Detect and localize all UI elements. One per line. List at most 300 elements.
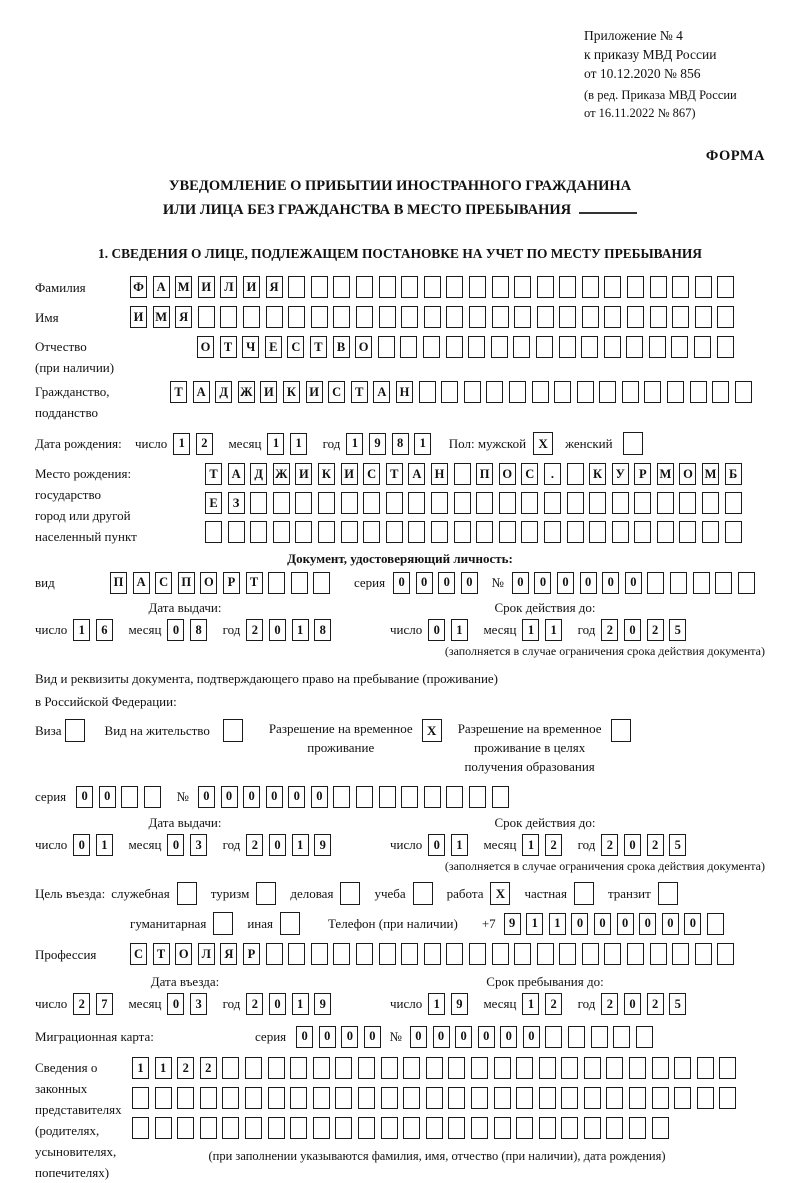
char-cell[interactable] [426,1087,443,1109]
char-cell[interactable] [426,1117,443,1139]
char-cell[interactable] [672,943,689,965]
char-cell[interactable] [198,306,215,328]
char-cell[interactable] [492,786,509,808]
char-cell[interactable]: 0 [428,834,445,856]
doc-issue-year-cells[interactable] [246,619,336,641]
char-cell[interactable] [386,521,403,543]
char-cell[interactable]: Т [310,336,327,358]
char-cell[interactable]: 0 [580,572,597,594]
char-cell[interactable] [725,492,742,514]
char-cell[interactable] [634,492,651,514]
char-cell[interactable] [381,1057,398,1079]
char-cell[interactable]: 7 [96,993,113,1015]
char-cell[interactable] [290,1057,307,1079]
char-cell[interactable]: 0 [243,786,260,808]
char-cell[interactable]: 2 [246,619,263,641]
birthplace-row-3[interactable] [205,521,747,543]
char-cell[interactable] [426,1057,443,1079]
char-cell[interactable] [222,1057,239,1079]
char-cell[interactable] [539,1057,556,1079]
char-cell[interactable] [273,521,290,543]
visa-checkbox[interactable] [65,719,85,742]
char-cell[interactable] [584,1087,601,1109]
char-cell[interactable] [363,521,380,543]
purpose-private-checkbox[interactable] [574,882,594,905]
residence-permit-checkbox[interactable] [223,719,243,742]
given-name-cells[interactable] [130,306,740,328]
char-cell[interactable]: 0 [167,834,184,856]
char-cell[interactable]: 0 [266,786,283,808]
char-cell[interactable] [268,1057,285,1079]
temp-edu-checkbox[interactable] [611,719,631,742]
char-cell[interactable] [313,1117,330,1139]
char-cell[interactable]: 0 [534,572,551,594]
char-cell[interactable]: Т [153,943,170,965]
char-cell[interactable] [401,306,418,328]
char-cell[interactable] [693,572,710,594]
char-cell[interactable] [545,1026,562,1048]
char-cell[interactable]: Е [205,492,222,514]
char-cell[interactable]: 9 [451,993,468,1015]
char-cell[interactable] [268,1087,285,1109]
char-cell[interactable]: 0 [625,572,642,594]
char-cell[interactable]: 1 [267,433,284,455]
char-cell[interactable] [589,492,606,514]
doc-type-cells[interactable] [110,572,336,594]
char-cell[interactable]: 0 [571,913,588,935]
char-cell[interactable] [431,521,448,543]
char-cell[interactable]: 5 [669,834,686,856]
char-cell[interactable] [544,521,561,543]
char-cell[interactable] [725,521,742,543]
char-cell[interactable] [652,1087,669,1109]
char-cell[interactable] [537,943,554,965]
permit-issue-day-cells[interactable] [73,834,118,856]
char-cell[interactable] [514,306,531,328]
char-cell[interactable] [626,336,643,358]
char-cell[interactable] [606,1117,623,1139]
permit-series-cells[interactable] [76,786,166,808]
char-cell[interactable]: И [295,463,312,485]
purpose-work-checkbox[interactable]: X [490,882,510,905]
permit-issue-year-cells[interactable] [246,834,336,856]
char-cell[interactable]: 2 [647,619,664,641]
char-cell[interactable]: Ж [238,381,255,403]
char-cell[interactable]: 1 [73,619,90,641]
permit-valid-day-cells[interactable] [428,834,473,856]
char-cell[interactable]: 0 [594,913,611,935]
char-cell[interactable] [245,1117,262,1139]
char-cell[interactable] [516,1057,533,1079]
char-cell[interactable]: А [228,463,245,485]
char-cell[interactable] [606,1087,623,1109]
char-cell[interactable]: Т [386,463,403,485]
char-cell[interactable]: 1 [96,834,113,856]
char-cell[interactable] [403,1087,420,1109]
char-cell[interactable] [627,276,644,298]
stay-day-cells[interactable] [428,993,473,1015]
char-cell[interactable] [606,1057,623,1079]
char-cell[interactable] [446,276,463,298]
char-cell[interactable]: М [153,306,170,328]
char-cell[interactable] [697,1087,714,1109]
char-cell[interactable] [649,336,666,358]
char-cell[interactable]: Ж [273,463,290,485]
char-cell[interactable] [532,381,549,403]
purpose-commercial-checkbox[interactable] [340,882,360,905]
char-cell[interactable] [295,492,312,514]
char-cell[interactable]: И [306,381,323,403]
char-cell[interactable] [356,786,373,808]
char-cell[interactable] [717,276,734,298]
citizenship-cells[interactable] [170,381,757,403]
mk-series-cells[interactable] [296,1026,386,1048]
char-cell[interactable] [468,336,485,358]
permit-valid-year-cells[interactable] [601,834,691,856]
permit-valid-month-cells[interactable] [522,834,567,856]
birth-year-cells[interactable] [346,433,436,455]
char-cell[interactable]: 0 [428,619,445,641]
char-cell[interactable] [446,786,463,808]
char-cell[interactable] [250,492,267,514]
char-cell[interactable] [513,336,530,358]
char-cell[interactable] [155,1117,172,1139]
char-cell[interactable] [295,521,312,543]
char-cell[interactable] [476,521,493,543]
doc-issue-month-cells[interactable] [167,619,212,641]
char-cell[interactable]: 1 [451,834,468,856]
char-cell[interactable]: М [175,276,192,298]
char-cell[interactable] [667,381,684,403]
char-cell[interactable]: 5 [669,619,686,641]
char-cell[interactable] [446,336,463,358]
char-cell[interactable] [335,1057,352,1079]
char-cell[interactable] [492,943,509,965]
char-cell[interactable] [401,786,418,808]
char-cell[interactable] [358,1087,375,1109]
char-cell[interactable] [358,1117,375,1139]
char-cell[interactable] [205,521,222,543]
char-cell[interactable] [521,492,538,514]
char-cell[interactable]: 0 [341,1026,358,1048]
char-cell[interactable]: П [476,463,493,485]
char-cell[interactable] [250,521,267,543]
char-cell[interactable]: Я [266,276,283,298]
char-cell[interactable] [627,306,644,328]
char-cell[interactable] [318,492,335,514]
char-cell[interactable] [491,336,508,358]
char-cell[interactable] [335,1087,352,1109]
char-cell[interactable]: 0 [76,786,93,808]
char-cell[interactable] [604,943,621,965]
char-cell[interactable] [121,786,138,808]
char-cell[interactable] [311,306,328,328]
char-cell[interactable] [379,306,396,328]
sex-male-checkbox[interactable]: X [533,432,553,455]
char-cell[interactable]: 0 [461,572,478,594]
char-cell[interactable]: Д [250,463,267,485]
char-cell[interactable] [471,1087,488,1109]
char-cell[interactable] [424,786,441,808]
char-cell[interactable]: 0 [311,786,328,808]
char-cell[interactable] [313,1057,330,1079]
char-cell[interactable] [311,276,328,298]
char-cell[interactable] [454,521,471,543]
char-cell[interactable] [155,1087,172,1109]
char-cell[interactable] [381,1087,398,1109]
char-cell[interactable]: 9 [504,913,521,935]
doc-valid-day-cells[interactable] [428,619,473,641]
sex-female-checkbox[interactable] [623,432,643,455]
char-cell[interactable] [363,492,380,514]
char-cell[interactable] [695,943,712,965]
char-cell[interactable] [290,1117,307,1139]
char-cell[interactable] [514,943,531,965]
char-cell[interactable] [222,1087,239,1109]
char-cell[interactable] [448,1087,465,1109]
permit-issue-month-cells[interactable] [167,834,212,856]
char-cell[interactable] [634,521,651,543]
char-cell[interactable]: 2 [545,834,562,856]
char-cell[interactable] [612,492,629,514]
char-cell[interactable] [650,306,667,328]
char-cell[interactable] [243,306,260,328]
char-cell[interactable] [559,306,576,328]
char-cell[interactable] [335,1117,352,1139]
char-cell[interactable]: О [197,336,214,358]
char-cell[interactable] [494,1057,511,1079]
char-cell[interactable] [561,1057,578,1079]
char-cell[interactable]: 0 [617,913,634,935]
representatives-row-1[interactable] [132,1057,742,1079]
char-cell[interactable]: 2 [647,834,664,856]
char-cell[interactable] [228,521,245,543]
char-cell[interactable] [644,381,661,403]
char-cell[interactable]: 0 [269,993,286,1015]
char-cell[interactable] [424,943,441,965]
char-cell[interactable]: 0 [624,619,641,641]
char-cell[interactable] [717,306,734,328]
doc-valid-year-cells[interactable] [601,619,691,641]
char-cell[interactable] [288,943,305,965]
char-cell[interactable]: А [408,463,425,485]
doc-series-cells[interactable] [393,572,483,594]
char-cell[interactable] [492,306,509,328]
char-cell[interactable] [671,336,688,358]
char-cell[interactable] [408,492,425,514]
char-cell[interactable] [695,306,712,328]
char-cell[interactable] [448,1117,465,1139]
char-cell[interactable]: 0 [624,834,641,856]
char-cell[interactable] [401,276,418,298]
char-cell[interactable] [464,381,481,403]
char-cell[interactable]: 1 [451,619,468,641]
char-cell[interactable]: 0 [478,1026,495,1048]
char-cell[interactable]: 0 [73,834,90,856]
char-cell[interactable] [559,276,576,298]
char-cell[interactable] [290,1087,307,1109]
char-cell[interactable]: Е [265,336,282,358]
char-cell[interactable] [690,381,707,403]
char-cell[interactable] [537,306,554,328]
char-cell[interactable] [697,1057,714,1079]
char-cell[interactable]: 3 [190,993,207,1015]
char-cell[interactable]: Я [220,943,237,965]
char-cell[interactable]: 2 [200,1057,217,1079]
char-cell[interactable] [622,381,639,403]
char-cell[interactable] [629,1057,646,1079]
char-cell[interactable] [266,943,283,965]
char-cell[interactable]: П [178,572,195,594]
char-cell[interactable]: 8 [190,619,207,641]
char-cell[interactable]: 1 [522,993,539,1015]
char-cell[interactable] [627,943,644,965]
char-cell[interactable]: Р [243,943,260,965]
purpose-transit-checkbox[interactable] [658,882,678,905]
char-cell[interactable]: 1 [522,834,539,856]
char-cell[interactable]: Т [220,336,237,358]
char-cell[interactable] [245,1087,262,1109]
char-cell[interactable] [702,521,719,543]
char-cell[interactable]: Т [351,381,368,403]
char-cell[interactable]: О [200,572,217,594]
char-cell[interactable] [471,1057,488,1079]
char-cell[interactable] [584,1117,601,1139]
char-cell[interactable] [268,572,285,594]
char-cell[interactable]: 1 [132,1057,149,1079]
char-cell[interactable]: 0 [433,1026,450,1048]
char-cell[interactable]: 8 [314,619,331,641]
char-cell[interactable]: 0 [684,913,701,935]
char-cell[interactable] [356,306,373,328]
char-cell[interactable]: 1 [549,913,566,935]
char-cell[interactable] [719,1087,736,1109]
char-cell[interactable] [494,1117,511,1139]
char-cell[interactable] [454,492,471,514]
char-cell[interactable] [567,521,584,543]
char-cell[interactable]: Н [431,463,448,485]
char-cell[interactable] [379,276,396,298]
char-cell[interactable]: Т [246,572,263,594]
char-cell[interactable] [341,492,358,514]
stay-month-cells[interactable] [522,993,567,1015]
char-cell[interactable] [657,521,674,543]
char-cell[interactable] [144,786,161,808]
char-cell[interactable] [567,463,584,485]
char-cell[interactable]: О [679,463,696,485]
char-cell[interactable]: И [341,463,358,485]
purpose-business-checkbox[interactable] [177,882,197,905]
char-cell[interactable]: О [355,336,372,358]
char-cell[interactable] [200,1117,217,1139]
char-cell[interactable]: Р [223,572,240,594]
char-cell[interactable]: 0 [167,619,184,641]
char-cell[interactable]: 9 [314,993,331,1015]
char-cell[interactable] [554,381,571,403]
char-cell[interactable] [604,276,621,298]
char-cell[interactable]: 2 [246,834,263,856]
char-cell[interactable]: 0 [639,913,656,935]
char-cell[interactable] [589,521,606,543]
char-cell[interactable]: Р [634,463,651,485]
char-cell[interactable] [521,521,538,543]
char-cell[interactable] [672,306,689,328]
char-cell[interactable] [273,492,290,514]
permit-number-cells[interactable] [198,786,514,808]
char-cell[interactable]: Я [175,306,192,328]
char-cell[interactable]: 5 [669,993,686,1015]
char-cell[interactable]: А [193,381,210,403]
char-cell[interactable] [612,521,629,543]
entry-year-cells[interactable] [246,993,336,1015]
char-cell[interactable]: 0 [269,834,286,856]
char-cell[interactable] [401,943,418,965]
char-cell[interactable] [268,1117,285,1139]
char-cell[interactable]: В [333,336,350,358]
char-cell[interactable]: 2 [601,619,618,641]
char-cell[interactable] [424,276,441,298]
char-cell[interactable] [446,943,463,965]
char-cell[interactable] [431,492,448,514]
char-cell[interactable]: 2 [647,993,664,1015]
char-cell[interactable] [499,521,516,543]
char-cell[interactable]: 0 [198,786,215,808]
char-cell[interactable] [539,1087,556,1109]
char-cell[interactable] [636,1026,653,1048]
char-cell[interactable] [313,1087,330,1109]
char-cell[interactable] [245,1057,262,1079]
char-cell[interactable] [679,521,696,543]
char-cell[interactable]: 3 [190,834,207,856]
char-cell[interactable]: 2 [246,993,263,1015]
char-cell[interactable] [582,276,599,298]
doc-issue-day-cells[interactable] [73,619,118,641]
char-cell[interactable]: 0 [662,913,679,935]
char-cell[interactable]: 0 [500,1026,517,1048]
char-cell[interactable] [379,943,396,965]
char-cell[interactable] [486,381,503,403]
char-cell[interactable]: М [702,463,719,485]
char-cell[interactable]: З [228,492,245,514]
char-cell[interactable]: 0 [624,993,641,1015]
char-cell[interactable] [358,1057,375,1079]
char-cell[interactable]: Ч [242,336,259,358]
char-cell[interactable] [516,1087,533,1109]
char-cell[interactable]: О [499,463,516,485]
char-cell[interactable] [220,306,237,328]
char-cell[interactable]: Б [725,463,742,485]
char-cell[interactable]: 1 [173,433,190,455]
char-cell[interactable] [707,913,724,935]
char-cell[interactable] [516,1117,533,1139]
char-cell[interactable] [222,1117,239,1139]
char-cell[interactable]: 0 [557,572,574,594]
char-cell[interactable] [582,306,599,328]
char-cell[interactable] [599,381,616,403]
char-cell[interactable] [132,1117,149,1139]
char-cell[interactable] [424,306,441,328]
char-cell[interactable] [568,1026,585,1048]
char-cell[interactable]: У [612,463,629,485]
surname-cells[interactable] [130,276,740,298]
doc-valid-month-cells[interactable] [522,619,567,641]
char-cell[interactable] [584,1057,601,1079]
char-cell[interactable]: 1 [526,913,543,935]
profession-cells[interactable] [130,943,740,965]
char-cell[interactable] [469,306,486,328]
char-cell[interactable]: С [363,463,380,485]
char-cell[interactable]: К [318,463,335,485]
